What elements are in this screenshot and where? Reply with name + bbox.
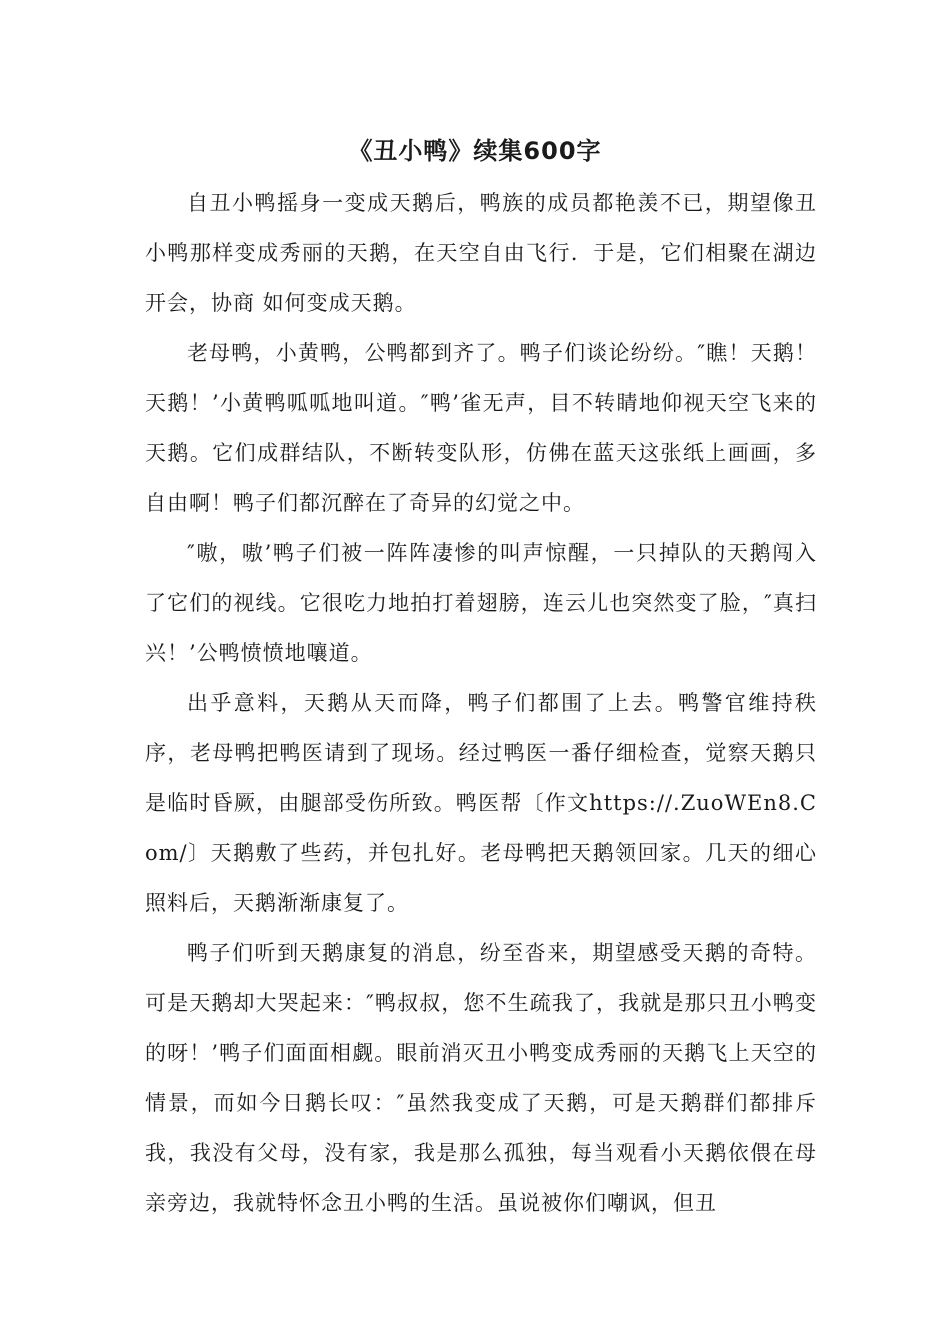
paragraph: 老母鸭，小黄鸭，公鸭都到齐了。鸭子们谈论纷纷。″瞧！天鹅！天鹅！’小黄鸭呱呱地叫道。″鸭’雀无声，目不转睛地仰视天空飞来的天鹅。它们成群结队，不断转变队形，仿佛在蓝天这张纸上画画，多自由啊！鸭子们都沉醉在了奇异的幻觉之中。 <box>145 341 817 515</box>
document-body <box>145 178 817 1228</box>
paragraph: 鸭子们听到天鹅康复的消息，纷至沓来，期望感受天鹅的奇特。可是天鹅却大哭起来：″鸭叔叔，您不生疏我了，我就是那只丑小鸭变的呀！’鸭子们面面相觑。眼前消灭丑小鸭变成秀丽的天鹅飞上天空的情景，而如今日鹅长叹：″虽然我变成了天鹅，可是天鹅群们都排斥我，我没有父母，没有家，我是那么孤独，每当观看小天鹅依偎在母亲旁边，我就特怀念丑小鸭的生活。虽说被你们嘲讽，但丑 <box>145 941 817 1215</box>
paragraph: 自丑小鸭摇身一变成天鹅后，鸭族的成员都艳羡不已，期望像丑小鸭那样变成秀丽的天鹅，在天空自由飞行．于是，它们相聚在湖边开会，协商 如何变成天鹅。 <box>145 191 817 315</box>
paragraph: ″嗷，嗷’鸭子们被一阵阵凄惨的叫声惊醒，一只掉队的天鹅闯入了它们的视线。它很吃力地拍打着翅膀，连云儿也突然变了脸，″真扫兴！’公鸭愤愤地嚷道。 <box>145 541 817 665</box>
document-title: 《丑小鸭》续集600字 <box>348 137 602 165</box>
paragraph: 出乎意料，天鹅从天而降，鸭子们都围了上去。鸭警官维持秩序，老母鸭把鸭医请到了现场。经过鸭医一番仔细检查，觉察天鹅只是临时昏厥，由腿部受伤所致。鸭医帮〔作文https://.ZuoWEn8.Com/〕天鹅敷了些药，并包扎好。老母鸭把天鹅领回家。几天的细心照料后，天鹅渐渐康复了。 <box>145 691 817 915</box>
